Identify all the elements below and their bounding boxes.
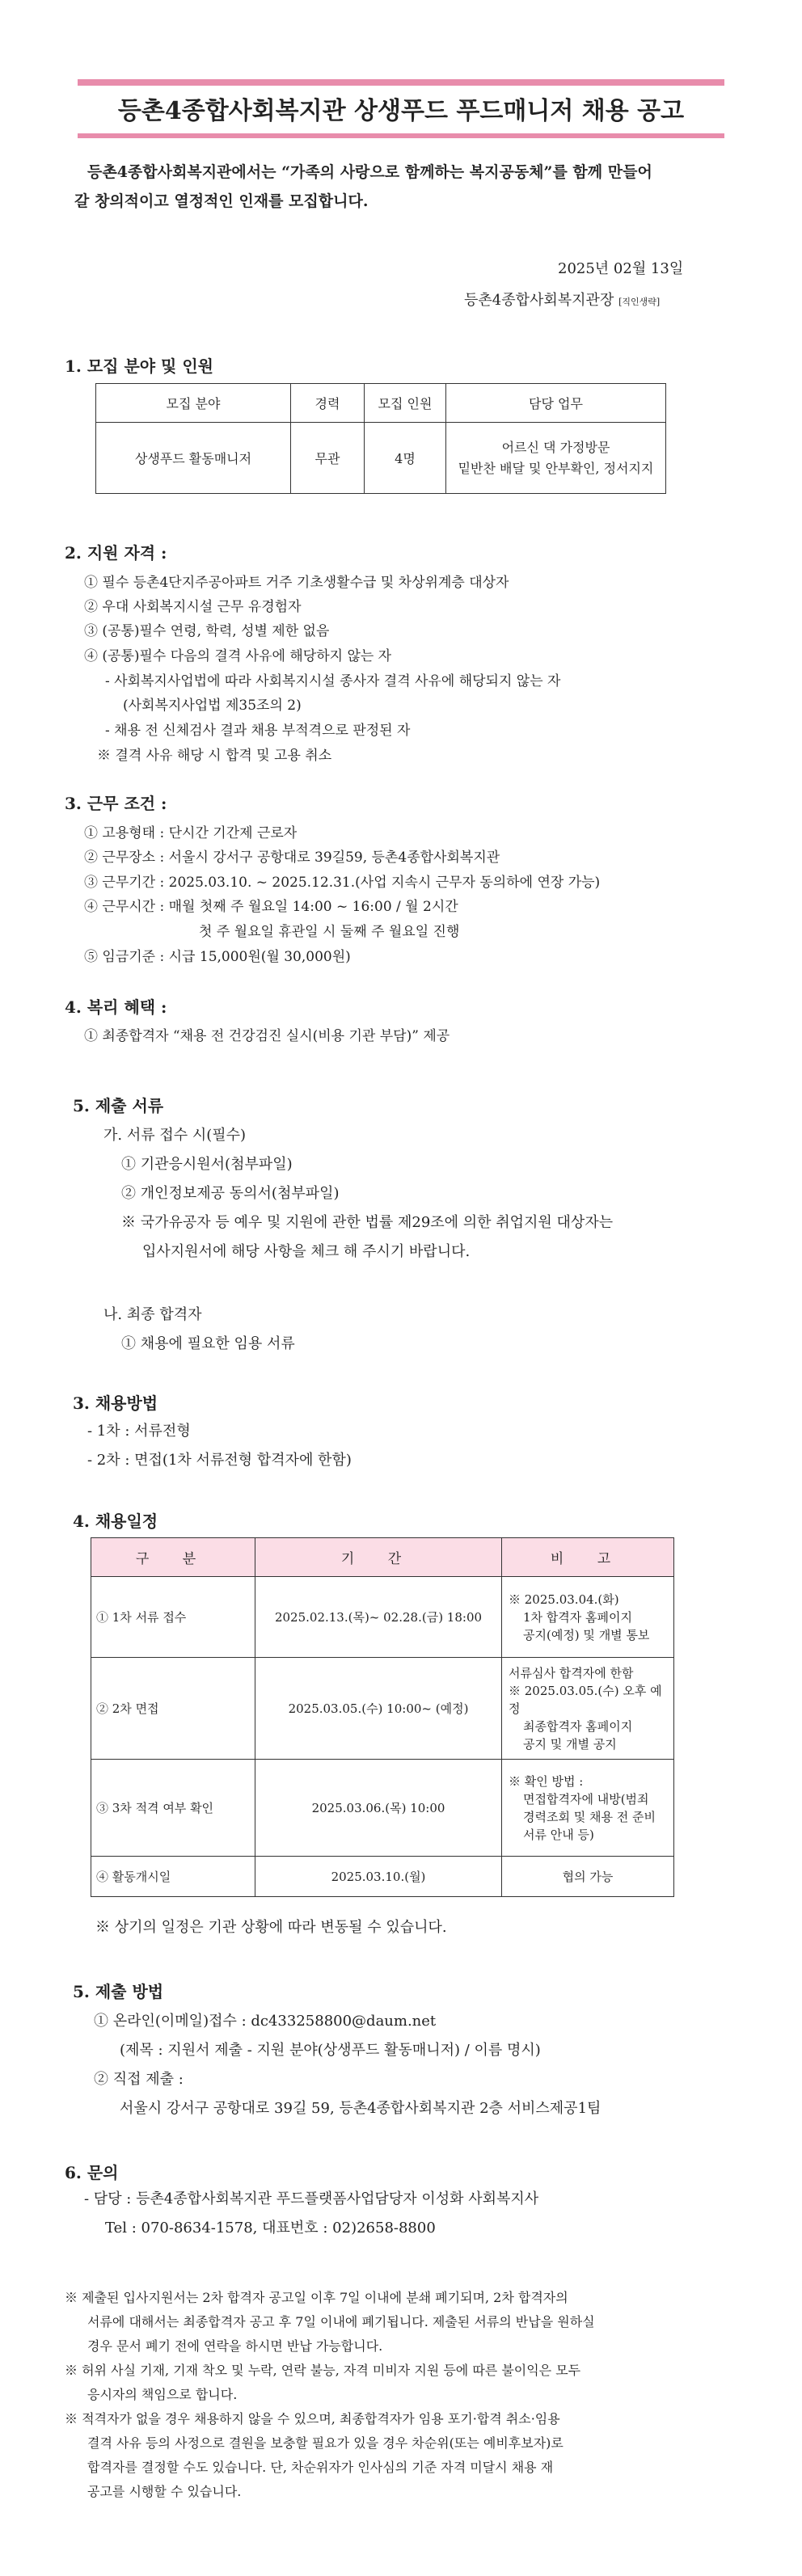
docs-b-line-1: ① 채용에 필요한 임용 서류 — [121, 1335, 295, 1352]
section-submission-heading: 5. 제출 방법 — [73, 1982, 164, 2001]
docs-sub-b: 나. 최종 합격자 — [103, 1306, 202, 1323]
section-2-heading: 2. 지원 자격 : — [65, 543, 167, 563]
duty-line-2: 밑반찬 배달 및 안부확인, 정서지지 — [458, 460, 654, 476]
header-career: 경력 — [291, 384, 365, 423]
note-line: 공지(예정) 및 개별 통보 — [523, 1627, 650, 1642]
signature — [464, 289, 660, 310]
page-title: 등촌4종합사회복지관 상생푸드 푸드매니저 채용 공고 — [117, 97, 685, 125]
qual-line-1: ① 필수 등촌4단지주공아파트 거주 기초생활수급 및 차상위계층 대상자 — [84, 575, 509, 591]
section-schedule-heading: 4. 채용일정 — [73, 1511, 158, 1531]
cell-duty — [446, 423, 666, 494]
schedule-header-remark: 비 고 — [502, 1538, 674, 1577]
cond-line-1: ① 고용형태 : 단시간 기간제 근로자 — [84, 825, 298, 841]
benefit-line-1: ① 최종합격자 “채용 전 건강검진 실시(비용 기관 부담)” 제공 — [84, 1028, 450, 1044]
title-top-rule — [78, 79, 724, 86]
cond-line-5: 첫 주 월요일 휴관일 시 둘째 주 월요일 진행 — [199, 924, 460, 940]
contact-line-2: Tel : 070-8634-1578, 대표번호 : 02)2658-8800 — [105, 2220, 436, 2237]
section-contact-heading: 6. 문의 — [65, 2163, 119, 2182]
qual-line-8: ※ 결격 사유 해당 시 합격 및 고용 취소 — [97, 748, 332, 764]
method-line-1: - 1차 : 서류전형 — [87, 1423, 191, 1440]
table-row — [91, 1658, 674, 1760]
table-row — [91, 1760, 674, 1857]
note-line: 결격 사유 등의 사정으로 결원을 보충할 필요가 있을 경우 차순위(또는 예비후보자)로 — [87, 2435, 564, 2451]
note-line: ※ 2025.03.05.(수) 오후 예정 — [509, 1683, 662, 1716]
note-line: 경력조회 및 채용 전 준비 — [523, 1809, 656, 1824]
docs-a-line-2: ② 개인정보제공 동의서(첨부파일) — [121, 1185, 340, 1202]
docs-a-line-1: ① 기관응시원서(첨부파일) — [121, 1156, 293, 1173]
schedule-header-row — [91, 1538, 674, 1577]
note-line: 서류에 대해서는 최종합격자 공고 후 7일 이내에 폐기됩니다. 제출된 서류의 반납을 원하실 — [87, 2314, 595, 2329]
note-1 — [65, 2286, 736, 2359]
table-row — [96, 423, 666, 494]
table-header-row — [96, 384, 666, 423]
note-line: 면접합격자에 내방(범죄 — [523, 1791, 649, 1807]
note-line: 합격자를 결정할 수도 있습니다. 단, 차순위자가 인사심의 기준 자격 미달시 채용 재 — [87, 2460, 554, 2475]
qual-line-2: ② 우대 사회복지시설 근무 유경험자 — [84, 599, 302, 615]
submission-line-2: (제목 : 지원서 제출 - 지원 분야(상생푸드 활동매니저) / 이름 명시) — [120, 2042, 541, 2059]
note-line: 공고를 시행할 수 있습니다. — [87, 2484, 242, 2499]
note-line: 최종합격자 홈페이지 — [523, 1718, 633, 1734]
recruitment-table — [95, 383, 666, 494]
schedule-footnote: ※ 상기의 일정은 기관 상황에 따라 변동될 수 있습니다. — [95, 1919, 447, 1936]
schedule-cell-label: ④ 활동개시일 — [91, 1857, 255, 1897]
submission-line-3: ② 직접 제출 : — [94, 2071, 184, 2088]
duty-line-1: 어르신 댁 가정방문 — [501, 439, 610, 455]
note-line: 서류심사 합격자에 한함 — [509, 1665, 634, 1680]
schedule-table — [91, 1537, 674, 1897]
contact-line-1: - 담당 : 등촌4종합사회복지관 푸드플랫폼사업담당자 이성화 사회복지사 — [84, 2190, 539, 2207]
note-line: 공지 및 개별 공지 — [523, 1736, 617, 1752]
note-line: ※ 적격자가 없을 경우 채용하지 않을 수 있으며, 최종합격자가 임용 포기·합격 취소·임용 — [65, 2411, 560, 2426]
schedule-cell-period: 2025.03.06.(목) 10:00 — [255, 1760, 502, 1857]
note-line: ※ 제출된 입사지원서는 2차 합격자 공고일 이후 7일 이내에 분쇄 폐기되며, 2차 합격자의 — [65, 2290, 568, 2305]
header-field: 모집 분야 — [96, 384, 291, 423]
submission-line-1: ① 온라인(이메일)접수 : dc433258800@daum.net — [94, 2013, 437, 2030]
signature-name: 등촌4종합사회복지관장 — [464, 292, 614, 309]
docs-a-line-3: ※ 국가유공자 등 예우 및 지원에 관한 법률 제29조에 의한 취업지원 대상자는 — [121, 1214, 614, 1231]
qual-line-5: - 사회복지사업법에 따라 사회복지시설 종사자 결격 사유에 해당되지 않는 자 — [105, 673, 561, 689]
cell-career: 무관 — [291, 423, 365, 494]
method-line-2: - 2차 : 면접(1차 서류전형 합격자에 한함) — [87, 1452, 352, 1469]
qual-line-3: ③ (공통)필수 연령, 학력, 성별 제한 없음 — [84, 623, 330, 639]
note-3 — [65, 2407, 736, 2504]
section-docs-heading: 5. 제출 서류 — [73, 1096, 164, 1115]
cond-line-3: ③ 근무기간 : 2025.03.10. ~ 2025.12.31.(사업 지속시 근무자 동의하에 연장 가능) — [84, 875, 601, 891]
posting-date: 2025년 02월 13일 — [558, 260, 684, 277]
schedule-cell-note — [502, 1760, 674, 1857]
schedule-cell-period: 2025.03.10.(월) — [255, 1857, 502, 1897]
schedule-cell-period: 2025.02.13.(목)~ 02.28.(금) 18:00 — [255, 1577, 502, 1658]
schedule-cell-label: ③ 3차 적격 여부 확인 — [91, 1760, 255, 1857]
header-headcount: 모집 인원 — [365, 384, 446, 423]
section-4-heading: 4. 복리 혜택 : — [65, 997, 167, 1017]
docs-a-line-4: 입사지원서에 해당 사항을 체크 해 주시기 바랍니다. — [142, 1243, 471, 1260]
schedule-cell-label: ② 2차 면접 — [91, 1658, 255, 1760]
note-line: 1차 합격자 홈페이지 — [523, 1609, 633, 1625]
cond-line-4: ④ 근무시간 : 매월 첫째 주 월요일 14:00 ~ 16:00 / 월 2시간 — [84, 899, 458, 915]
title-bottom-rule — [78, 133, 724, 138]
note-line: 경우 문서 폐기 전에 연락을 하시면 반납 가능합니다. — [87, 2338, 383, 2354]
section-method-heading: 3. 채용방법 — [73, 1393, 158, 1413]
note-line: 응시자의 책임으로 합니다. — [87, 2387, 238, 2402]
cell-headcount: 4명 — [365, 423, 446, 494]
schedule-cell-label: ① 1차 서류 접수 — [91, 1577, 255, 1658]
cond-line-6: ⑤ 임금기준 : 시급 15,000원(월 30,000원) — [84, 949, 351, 965]
header-duty: 담당 업무 — [446, 384, 666, 423]
cell-field: 상생푸드 활동매니저 — [96, 423, 291, 494]
note-line: ※ 2025.03.04.(화) — [509, 1592, 619, 1607]
note-line: ※ 확인 방법 : — [509, 1773, 584, 1789]
table-row — [91, 1857, 674, 1897]
schedule-cell-note — [502, 1577, 674, 1658]
table-row — [91, 1577, 674, 1658]
section-1-heading: 1. 모집 분야 및 인원 — [65, 356, 213, 376]
schedule-cell-note — [502, 1658, 674, 1760]
note-line: 서류 안내 등) — [523, 1827, 594, 1842]
schedule-header-category: 구 분 — [91, 1538, 255, 1577]
schedule-header-period: 기 간 — [255, 1538, 502, 1577]
schedule-cell-note: 협의 가능 — [502, 1857, 674, 1897]
intro-line-2: 갈 창의적이고 열정적인 인재를 모집합니다. — [74, 192, 369, 210]
note-line: ※ 허위 사실 기재, 기재 착오 및 누락, 연락 불능, 자격 미비자 지원 등에 따른 불이익은 모두 — [65, 2363, 581, 2378]
submission-line-4: 서울시 강서구 공항대로 39길 59, 등촌4종합사회복지관 2층 서비스제공1팀 — [120, 2100, 602, 2117]
qual-line-7: - 채용 전 신체검사 결과 채용 부적격으로 판정된 자 — [105, 723, 411, 739]
schedule-cell-period: 2025.03.05.(수) 10:00~ (예정) — [255, 1658, 502, 1760]
docs-sub-a: 가. 서류 접수 시(필수) — [103, 1127, 247, 1144]
seal-note: [직인생략] — [618, 297, 661, 307]
notes-block — [65, 2286, 736, 2504]
note-2 — [65, 2359, 736, 2407]
section-3-heading: 3. 근무 조건 : — [65, 794, 167, 813]
intro-line-1: 등촌4종합사회복지관에서는 “가족의 사랑으로 함께하는 복지공동체”를 함께 만들어 — [87, 163, 652, 181]
qual-line-6: (사회복지사업법 제35조의 2) — [123, 698, 302, 714]
cond-line-2: ② 근무장소 : 서울시 강서구 공항대로 39길59, 등촌4종합사회복지관 — [84, 850, 500, 866]
qual-line-4: ④ (공통)필수 다음의 결격 사유에 해당하지 않는 자 — [84, 648, 392, 664]
